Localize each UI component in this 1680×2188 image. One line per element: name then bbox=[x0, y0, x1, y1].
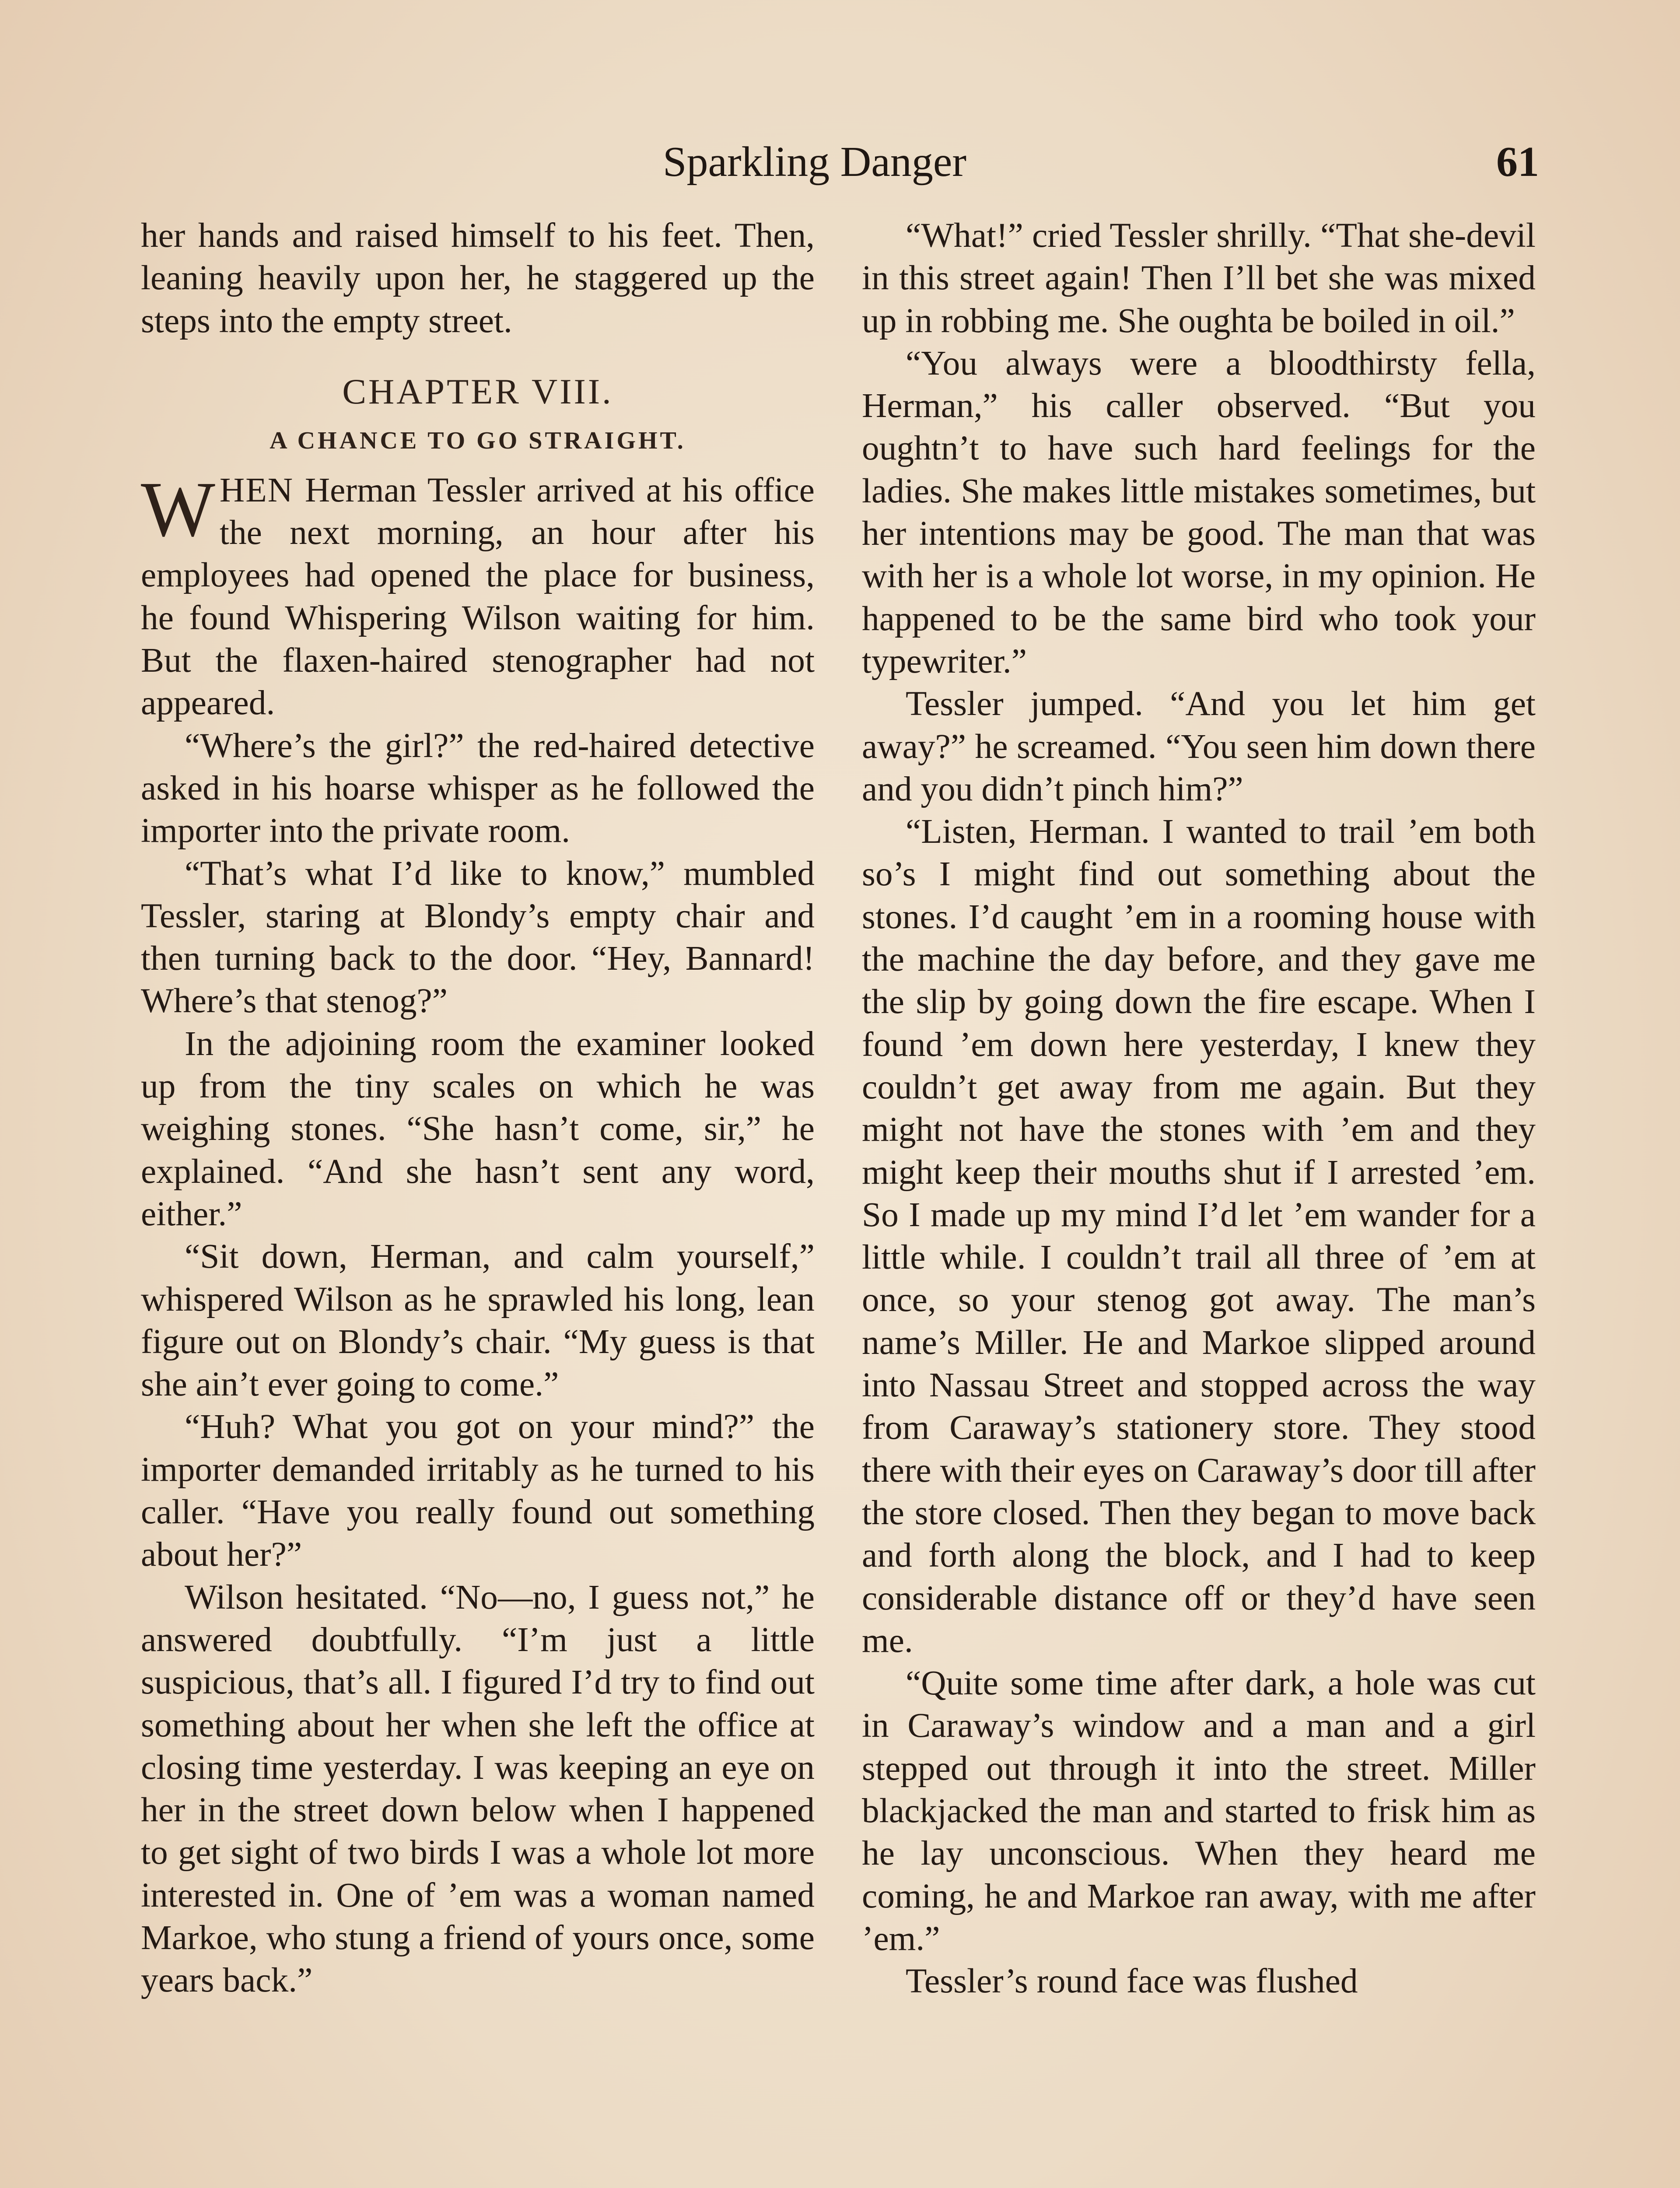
chapter-subtitle: A CHANCE TO GO STRAIGHT. bbox=[270, 427, 686, 454]
paragraph: In the adjoining room the examiner looked up from the tiny scales on which he was weighing stones. “She hasn’t come, sir,” he explained. “And she hasn’t sent any word, either.” bbox=[141, 1024, 815, 1233]
right-column bbox=[862, 214, 1536, 2188]
chapter-opening-paragraph bbox=[141, 465, 815, 725]
drop-cap: W bbox=[141, 465, 215, 553]
paragraph: “Sit down, Herman, and calm yourself,” whispered Wilson as he sprawled his long, lean figure out on Blondy’s chair. “My guess is that she ain’t ever going to come.” bbox=[141, 1237, 815, 1404]
page-header bbox=[0, 131, 1680, 193]
left-column bbox=[141, 214, 815, 2188]
paragraph: her hands and raised himself to his feet. Then, leaning heavily upon her, he staggered up the steps into the empty street. bbox=[141, 216, 815, 340]
running-title: Sparkling Danger bbox=[663, 138, 966, 186]
paragraph: “Quite some time after dark, a hole was cut in Caraway’s window and a man and a girl stepped out through it into the street. Miller blackjacked the man and started to frisk him as he lay unconscious. When they heard me coming, he and Markoe ran away, with me after ’em.” bbox=[862, 1664, 1536, 1958]
paragraph: “Listen, Herman. I wanted to trail ’em both so’s I might find out something about the stones. I’d caught ’em in a rooming house with the machine the day before, and they gave me the slip by going down the fire escape. When I found ’em down here yesterday, I knew they couldn’t get away from me again. But they might not have the stones with ’em and they might keep their mouths shut if I arrested ’em. So I made up my mind I’d let ’em wander for a little while. I couldn’t trail all three of ’em at once, so your stenog got away. The man’s name’s Miller. He and Markoe slipped around into Nassau Street and stopped across the way from Caraway’s stationery store. They stood there with their eyes on Caraway’s door till after the store closed. Then they began to move back and forth along the block, and I had to keep considerable distance off or they’d have seen me. bbox=[862, 812, 1536, 1660]
paragraph: “Where’s the girl?” the red-haired detective asked in his hoarse whisper as he followed the importer into the private room. bbox=[141, 726, 815, 850]
paragraph: “You always were a bloodthirsty fella, Herman,” his caller observed. “But you oughtn’t to have such hard feelings for the ladies. She makes little mistakes sometimes, but her intentions may be good. The man that was with her is a whole lot worse, in my opinion. He happened to be the same bird who took your typewriter.” bbox=[862, 344, 1536, 680]
drop-cap-lead: HEN bbox=[219, 470, 294, 509]
paragraph: “What!” cried Tessler shrilly. “That she-devil in this street again! Then I’ll bet she was mixed up in robbing me. She oughta be boiled in oil.” bbox=[862, 216, 1536, 340]
paragraph: “That’s what I’d like to know,” mumbled Tessler, staring at Blondy’s empty chair and then turning back to the door. “Hey, Bannard! Where’s that stenog?” bbox=[141, 854, 815, 1020]
chapter-title: CHAPTER VIII. bbox=[342, 371, 613, 411]
page-number: 61 bbox=[1496, 138, 1539, 186]
paragraph: Tessler’s round face was flushed bbox=[906, 1962, 1358, 2001]
paragraph-text: Herman Tessler arrived at his office the next morning, an hour after his employees had opened the place for business, he found Whispering Wilson waiting for him. But the flaxen-haired stenographer had not appeared. bbox=[141, 470, 815, 722]
paragraph: “Huh? What you got on your mind?” the importer demanded irritably as he turned to his caller. “Have you really found out something about her?” bbox=[141, 1407, 815, 1574]
paragraph: Wilson hesitated. “No—no, I guess not,” he answered doubtfully. “I’m just a little suspicious, that’s all. I figured I’d try to find out something about her when she left the office at closing time yesterday. I was keeping an eye on her in the street down below when I happened to get sight of two birds I was a whole lot more interested in. One of ’em was a woman named Markoe, who stung a friend of yours once, some years back.” bbox=[141, 1578, 815, 2000]
paragraph: Tessler jumped. “And you let him get away?” he screamed. “You seen him down there and you didn’t pinch him?” bbox=[862, 684, 1536, 808]
